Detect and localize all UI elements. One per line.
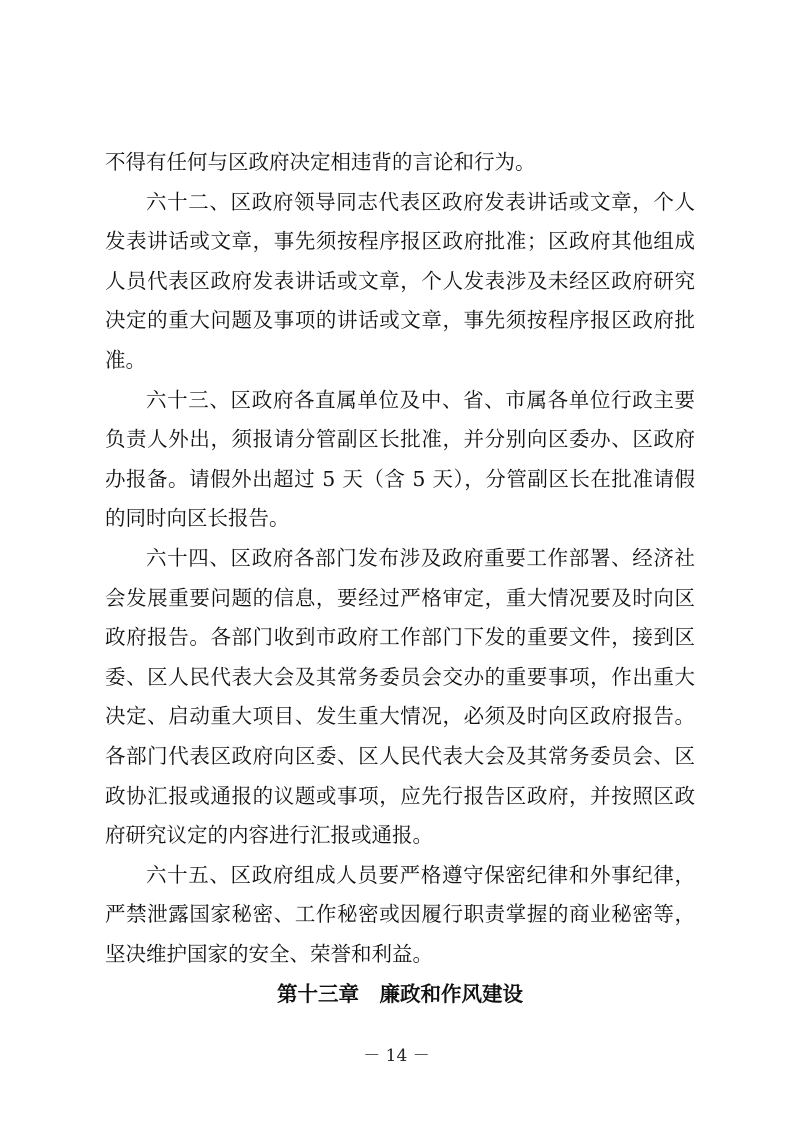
paragraph-article-62: 六十二、区政府领导同志代表区政府发表讲话或文章，个人发表讲话或文章，事先须按程序报区政府批准；区政府其他组成人员代表区政府发表讲话或文章，个人发表涉及未经区政府研究决定的重大问题及事项的讲话或文章，事先须按程序报区政府批准。	[105, 189, 695, 372]
page-number: － 14 －	[363, 1046, 430, 1066]
chapter-heading: 第十三章 廉政和作风建设	[277, 982, 523, 1007]
paragraph-article-63: 六十三、区政府各直属单位及中、省、市属各单位行政主要负责人外出，须报请分管副区长批准，并分别向区委办、区政府办报备。请假外出超过 5 天（含 5 天），分管副区长在批准请假的同时向区长报告。	[105, 387, 695, 531]
paragraph-continuation: 不得有任何与区政府决定相违背的言论和行为。	[105, 150, 536, 174]
paragraph-article-64: 六十四、区政府各部门发布涉及政府重要工作部署、经济社会发展重要问题的信息，要经过严格审定，重大情况要及时向区政府报告。各部门收到市政府工作部门下发的重要文件，接到区委、区人民代表大会及其常务委员会交办的重要事项，作出重大决定、启动重大项目、发生重大情况，必须及时向区政府报告。各部门代表区政府向区委、区人民代表大会及其常务委员会、区政协汇报或通报的议题或事项，应先行报告区政府，并按照区政府研究议定的内容进行汇报或通报。	[105, 545, 695, 848]
paragraph-article-65: 六十五、区政府组成人员要严格遵守保密纪律和外事纪律，严禁泄露国家秘密、工作秘密或因履行职责掌握的商业秘密等，坚决维护国家的安全、荣誉和利益。	[105, 862, 695, 966]
document-body	[105, 143, 695, 1015]
